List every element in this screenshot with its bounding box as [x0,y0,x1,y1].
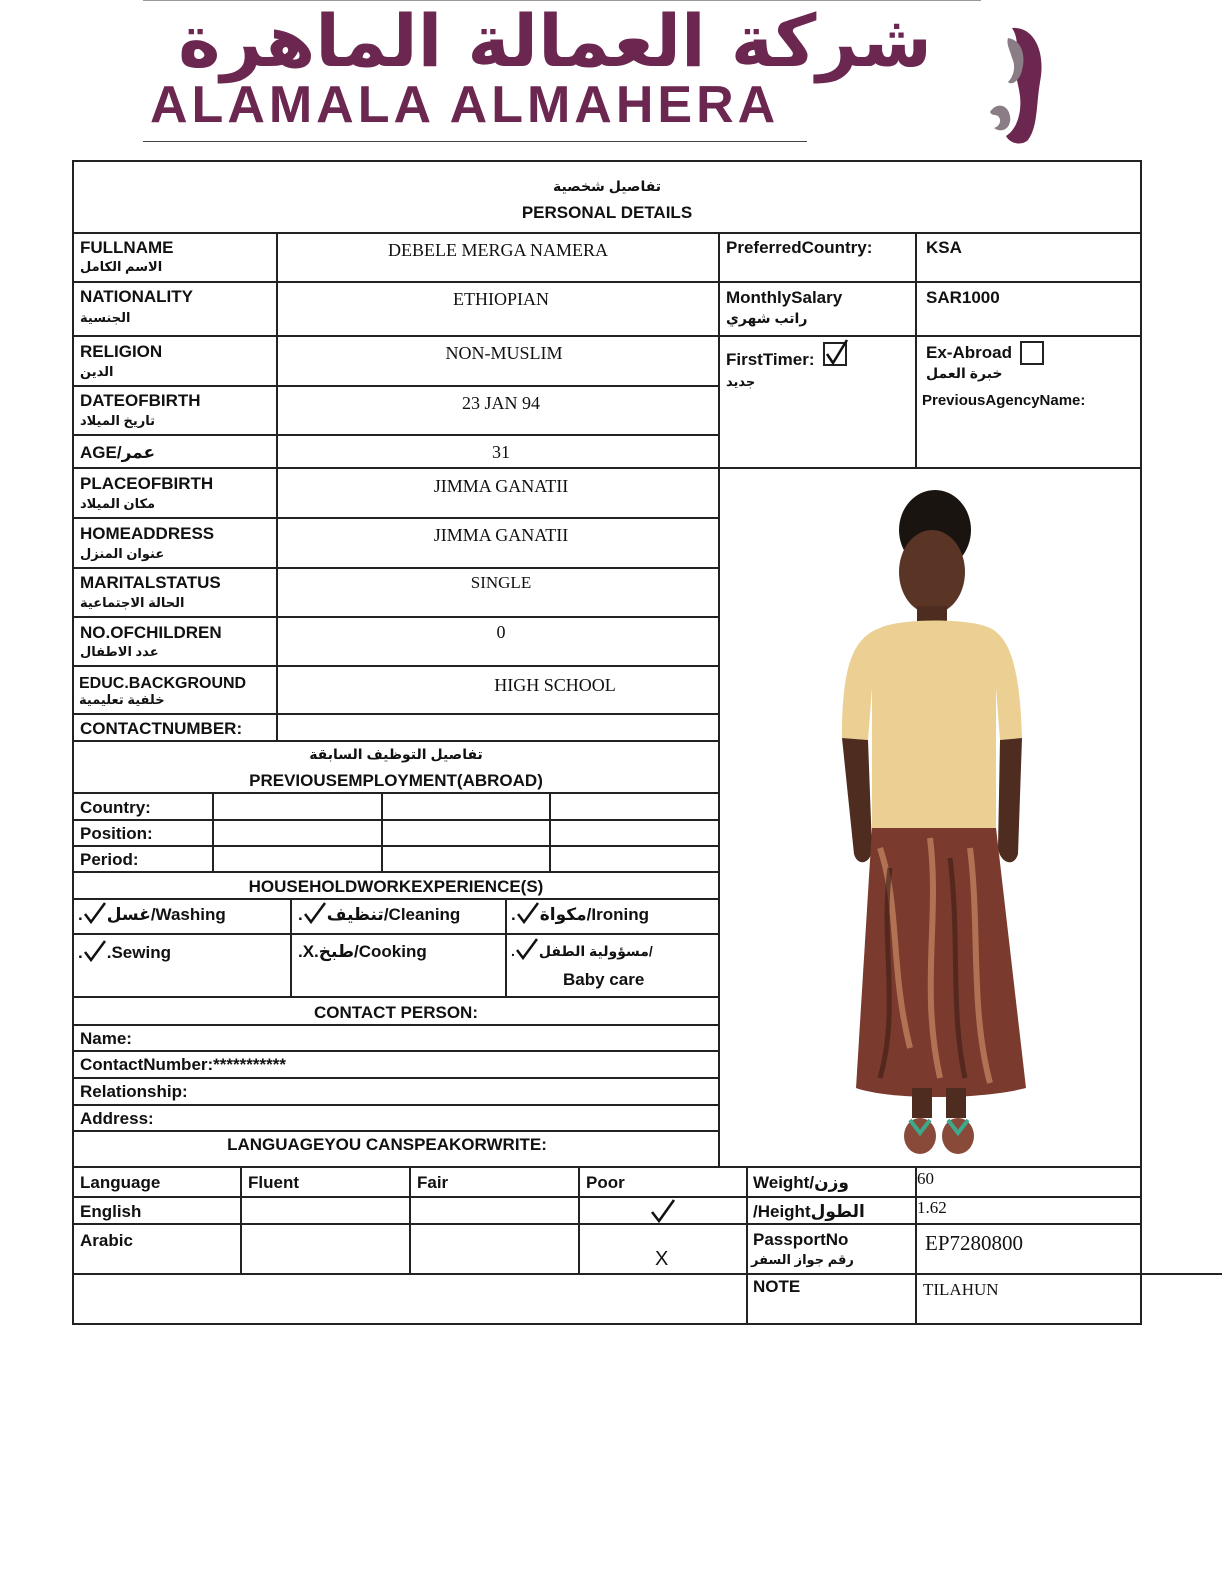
homeaddress-value: JIMMA GANATII [433,525,569,545]
logo-woman-silhouette-icon [982,22,1048,146]
first-timer-label-arabic: جديد [726,374,756,389]
dateofbirth-label-arabic: تاريخ الميلاد [80,413,156,428]
lang-arabic: Arabic [80,1231,133,1250]
cooking-label: .X.طبخ/Cooking [298,942,427,961]
previous-agency-label: PreviousAgencyName: [922,392,1086,409]
dateofbirth-value: 23 JAN 94 [461,393,540,413]
washing-check-icon [83,902,107,924]
prev-period-label: Period: [80,850,139,869]
education-label-arabic: خلفية تعليمية [79,692,165,707]
monthly-salary-value: SAR1000 [926,288,1000,307]
babycare-label: Baby care [563,970,645,989]
homeaddress-label: HOMEADDRESS [80,524,215,543]
age-label: AGE/عمر [80,443,156,462]
maritalstatus-value: SINGLE [470,573,532,592]
washing-label: غسل/Washing [106,905,226,924]
lang-header-language: Language [80,1173,161,1192]
cooking-item [298,942,427,962]
age-value: 31 [492,442,510,462]
ex-abroad-label: Ex-Abroad [926,343,1012,362]
passport-label-arabic: رقم جواز السفر [751,1252,854,1267]
fullname-label-arabic: الاسم الكامل [80,259,163,274]
prev-country-label: Country: [80,798,151,817]
ironing-label: مكواة/Ironing [539,905,649,924]
company-name-latin: ALAMALA ALMAHERA [150,76,780,134]
babycare-check-icon [515,938,539,960]
homeaddress-label-arabic: عنوان المنزل [80,546,165,561]
religion-label-arabic: الدين [80,364,114,379]
personal-details-title-arabic: تفاصيل شخصية [552,178,662,194]
placeofbirth-label: PLACEOFBIRTH [80,474,214,493]
fullname-value: DEBELE MERGA NAMERA [388,240,608,260]
ironing-check-icon [516,902,540,924]
lang-header-fluent: Fluent [248,1173,299,1192]
monthly-salary-label-arabic: راتب شهري [726,310,808,326]
candidate-photo [820,488,1040,1158]
arabic-poor-x-mark: X [655,1248,669,1270]
lang-header-poor: Poor [586,1173,625,1192]
personal-details-title: PERSONAL DETAILS [521,203,693,222]
languages-title: LANGUAGEYOU CANSPEAKORWRITE: [227,1135,547,1154]
height-value: 1.62 [917,1198,947,1217]
ex-abroad-label-arabic: خبرة العمل [926,365,1003,381]
education-label: EDUC.BACKGROUND [79,675,247,692]
contact-number-label: ContactNumber:*********** [80,1055,286,1074]
contactnumber-label: CONTACTNUMBER: [80,719,243,738]
sewing-label: .Sewing [106,943,171,962]
cleaning-check-icon [303,902,327,924]
washing-item: . غسل/Washing [78,902,226,925]
sewing-item: . .Sewing [78,940,171,963]
nationality-label-arabic: الجنسية [80,310,131,325]
fullname-label: FULLNAME [80,238,174,257]
contact-address-label: Address: [80,1109,154,1128]
religion-label: RELIGION [80,342,163,361]
english-poor-check-icon [650,1198,676,1224]
ex-abroad-checkbox[interactable] [1020,341,1044,365]
preferred-country-label: PreferredCountry: [726,238,873,257]
previous-employment-title-arabic: تفاصيل التوظيف السابقة [309,746,483,762]
lang-english: English [80,1202,142,1221]
note-label: NOTE [753,1277,801,1296]
preferred-country-value: KSA [926,238,962,257]
weight-label: Weight/وزن [753,1173,849,1192]
contact-person-title: CONTACT PERSON: [313,1003,478,1022]
contact-relationship-label: Relationship: [80,1082,188,1101]
company-name-arabic: شركة العمالة الماهرة [178,0,932,83]
ironing-item: . مكواة/Ironing [511,902,649,925]
previous-employment-title: PREVIOUSEMPLOYMENT(ABROAD) [249,771,543,790]
first-timer-check-icon [824,338,850,366]
dateofbirth-label: DATEOFBIRTH [80,391,201,410]
babycare-label-arabic: مسؤولية الطفل/ [538,943,653,959]
maritalstatus-label-arabic: الحالة الاجتماعية [80,595,185,610]
household-title: HOUSEHOLDWORKEXPERIENCE(S) [248,877,544,896]
note-value: TILAHUN [923,1280,999,1299]
passport-value: EP7280800 [925,1231,1024,1255]
height-label: /Heightالطول [753,1202,865,1221]
children-label-arabic: عدد الاطفال [80,644,159,659]
sewing-check-icon [83,940,107,962]
maritalstatus-label: MARITALSTATUS [80,573,221,592]
placeofbirth-value: JIMMA GANATII [433,476,569,496]
nationality-label: NATIONALITY [80,287,194,306]
first-timer-label: FirstTimer: [726,350,815,369]
prev-position-label: Position: [80,824,153,843]
lang-header-fair: Fair [417,1173,449,1192]
children-label: NO.OFCHILDREN [80,623,222,642]
monthly-salary-label: MonthlySalary [726,288,843,307]
placeofbirth-label-arabic: مكان الميلاد [80,496,156,511]
cleaning-label: تنظيف/Cleaning [326,905,461,924]
passport-label: PassportNo [753,1230,849,1249]
cleaning-item: . تنظيف/Cleaning [298,902,460,925]
children-value: 0 [496,622,506,642]
weight-value: 60 [917,1169,934,1188]
nationality-value: ETHIOPIAN [453,289,549,309]
education-value: HIGH SCHOOL [494,675,616,695]
babycare-item: . مسؤولية الطفل/ [511,938,653,960]
religion-value: NON-MUSLIM [445,343,563,363]
contact-name-label: Name: [80,1029,132,1048]
